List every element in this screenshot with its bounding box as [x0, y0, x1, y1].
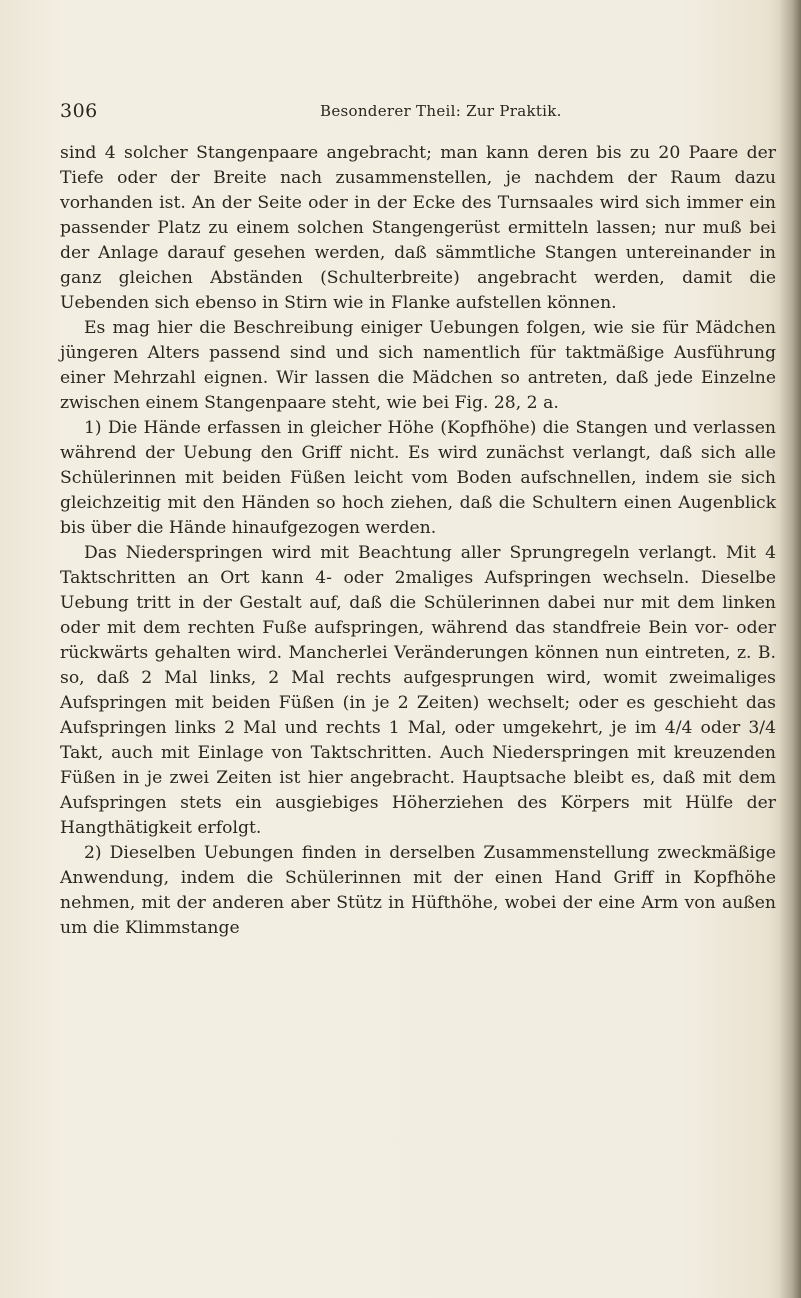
paragraph-4: Das Niederspringen wird mit Beachtung aller Sprungregeln verlangt. Mit 4 Taktschritten an Ort kann 4- oder 2maliges Aufspringen wechseln. Dieselbe Uebung tritt in der Gestalt auf, daß die Schülerinnen dabei nur mit dem linken oder mit dem rechten Fuße aufspringen, während das standfreie Bein vor- oder rückwärts gehalten wird. Mancherlei Veränderungen können nun eintreten, z. B. so, daß 2 Mal links, 2 Mal rechts aufgesprungen wird, womit zweimaliges Aufspringen mit beiden Füßen (in je 2 Zeiten) wechselt; oder es geschieht das Aufspringen links 2 Mal und rechts 1 Mal, oder umgekehrt, je im 4/4 oder 3/4 Takt, auch mit Einlage von Taktschritten. Auch Niederspringen mit kreuzenden Füßen in je zwei Zeiten ist hier angebracht. Hauptsache bleibt es, daß mit dem Aufspringen stets ein ausgiebiges Höherziehen des Körpers mit Hülfe der Hangthätigkeit erfolgt. — [60, 543, 776, 838]
paragraph-3: 1) Die Hände erfassen in gleicher Höhe (Kopfhöhe) die Stangen und verlassen während der Uebung den Griff nicht. Es wird zunächst verlangt, daß sich alle Schülerinnen mit beiden Füßen leicht vom Boden aufschnellen, indem sie sich gleichzeitig mit den Händen so hoch ziehen, daß die Schultern einen Augenblick bis über die Hände hinaufgezogen werden. — [60, 418, 776, 538]
running-head: Besonderer Theil: Zur Praktik. — [320, 102, 562, 120]
page-number: 306 — [60, 100, 98, 122]
paragraph-1: sind 4 solcher Stangenpaare angebracht; man kann deren bis zu 20 Paare der Tiefe oder der Breite nach zusammenstellen, je nachdem der Raum dazu vorhanden ist. An der Seite oder in der Ecke des Turnsaales wird sich immer ein passender Platz zu einem solchen Stangengerüst ermitteln lassen; nur muß bei der Anlage darauf gesehen werden, daß sämmtliche Stangen untereinander in ganz gleichen Abständen (Schulterbreite) angebracht werden, damit die Uebenden sich ebenso in Stirn wie in Flanke aufstellen können. — [60, 143, 776, 313]
page-header — [60, 100, 760, 130]
page-edge-shadow — [779, 0, 801, 1298]
paragraph-2: Es mag hier die Beschreibung einiger Uebungen folgen, wie sie für Mädchen jüngeren Alters passend sind und sich namentlich für taktmäßige Ausführung einer Mehrzahl eignen. Wir lassen die Mädchen so antreten, daß jede Einzelne zwischen einem Stangenpaare steht, wie bei Fig. 28, 2 a. — [60, 318, 776, 413]
paragraph-5: 2) Dieselben Uebungen finden in derselben Zusammenstellung zweckmäßige Anwendung, indem die Schülerinnen mit der einen Hand Griff in Kopfhöhe nehmen, mit der anderen aber Stütz in Hüfthöhe, wobei der eine Arm von außen um die Klimmstange — [60, 843, 776, 938]
body-text — [60, 141, 776, 941]
